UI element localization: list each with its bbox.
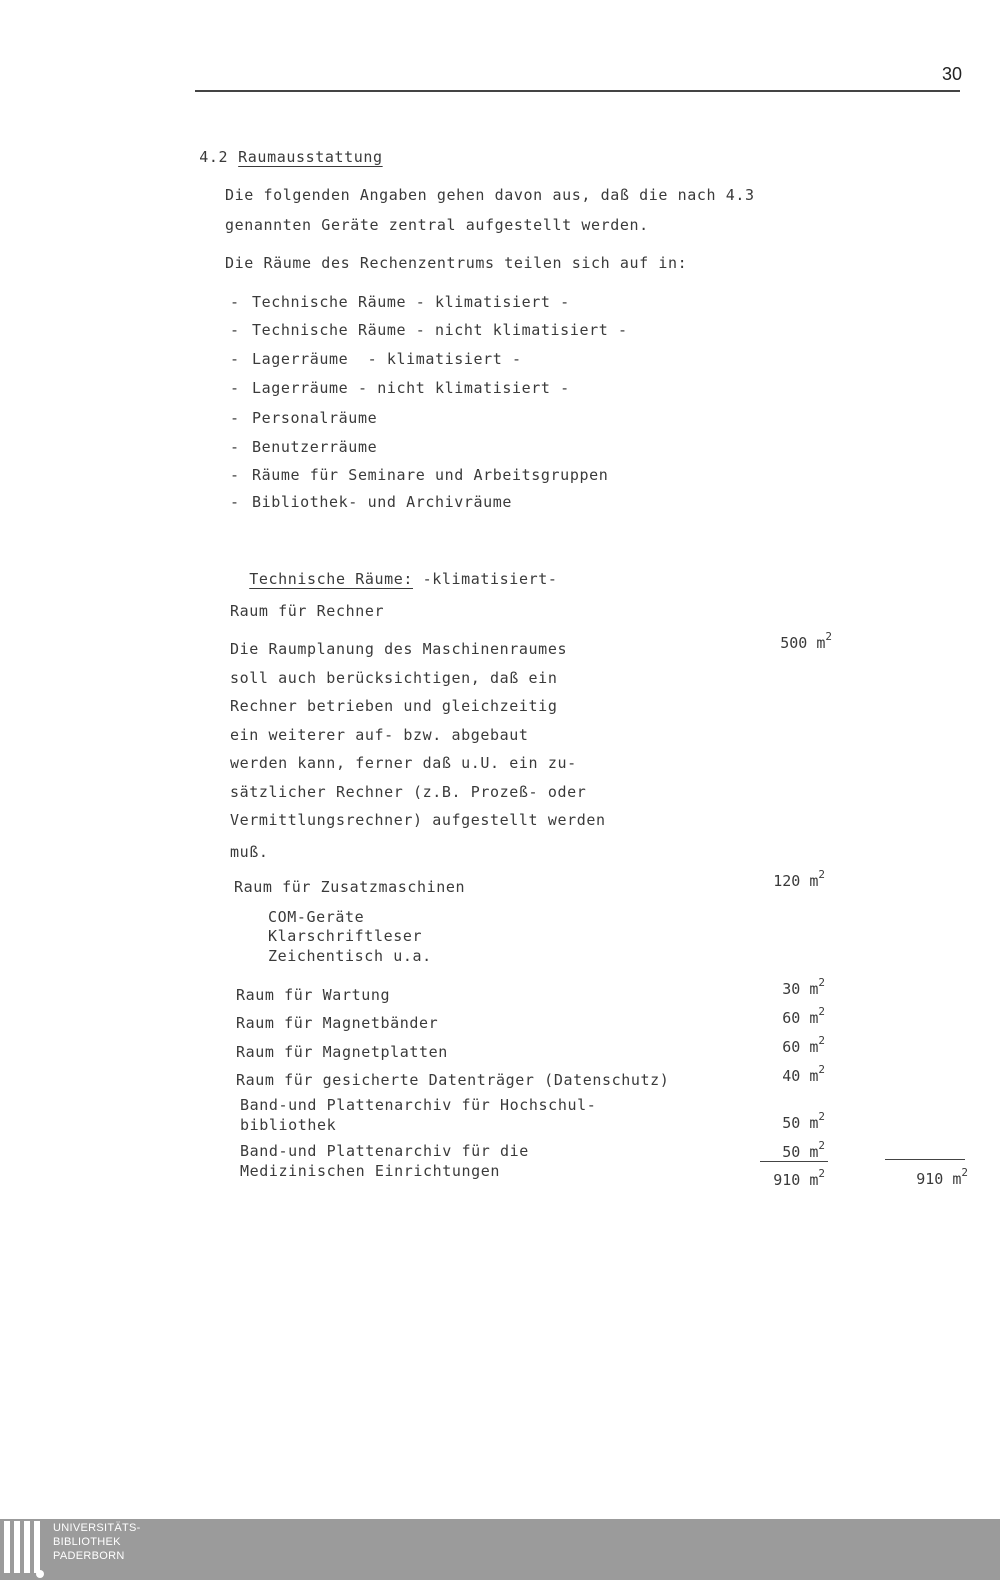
list-item-text: Bibliothek- und Archivräume [252, 493, 513, 511]
page-number: 30 [941, 64, 962, 84]
list-item-text: Benutzerräume [252, 438, 378, 456]
list-item-text: Personalräume [252, 409, 378, 427]
list-dash: - [230, 293, 240, 311]
list-item-text: Lagerräume - nicht klimatisiert - [252, 379, 570, 397]
room-label: Raum für Wartung [236, 986, 391, 1004]
unit-exponent: 2 [825, 630, 832, 643]
list-dash: - [230, 409, 240, 427]
unit-exponent: 2 [818, 1063, 825, 1076]
unit-exponent: 2 [818, 1139, 825, 1152]
library-name: UNIVERSITÄTS- BIBLIOTHEK PADERBORN [53, 1522, 141, 1562]
subtotal-rule [760, 1161, 828, 1162]
description-line: werden kann, ferner daß u.U. ein zu- [230, 754, 577, 772]
room-label: bibliothek [240, 1116, 337, 1134]
description-line: Vermittlungsrechner) aufgestellt werden [230, 811, 606, 829]
room-area: 30 $m^2$ [782, 976, 825, 998]
room-area: 60 $m^2$ [782, 1005, 825, 1027]
aux-room-area: 120 $m^2$ [773, 868, 825, 890]
subsection-label: Technische Räume: [249, 570, 413, 588]
subsection-qualifier: -klimatisiert- [413, 570, 558, 588]
list-dash: - [230, 438, 240, 456]
list-item [230, 379, 790, 401]
room-area: 50 $m^2$ [782, 1110, 825, 1132]
description-line: Die Raumplanung des Maschinenraumes [230, 640, 568, 658]
list-dash: - [230, 466, 240, 484]
list-item-text: Technische Räume - nicht klimatisiert - [252, 321, 628, 339]
description-line: ein weiterer auf- bzw. abgebaut [230, 726, 529, 744]
list-item [230, 350, 790, 372]
room-label: Band-und Plattenarchiv für die [240, 1142, 529, 1160]
description-line: soll auch berücksichtigen, daß ein [230, 669, 558, 687]
library-logo-dot [36, 1570, 44, 1578]
room-area: 50 $m^2$ [782, 1139, 825, 1161]
equipment-item: Zeichentisch u.a. [268, 947, 432, 965]
list-dash: - [230, 493, 240, 511]
list-dash: - [230, 379, 240, 397]
unit-exponent: 2 [818, 1034, 825, 1047]
unit-exponent: 2 [818, 1110, 825, 1123]
list-item-text: Lagerräume - klimatisiert - [252, 350, 522, 368]
list-item [230, 466, 790, 488]
unit-exponent: 2 [818, 1005, 825, 1018]
list-dash: - [230, 350, 240, 368]
total-rule [885, 1159, 965, 1160]
intro-line-1: Die folgenden Angaben gehen davon aus, daß die nach 4.3 [225, 186, 755, 204]
section-number: 4.2 [199, 148, 229, 166]
section-heading [180, 130, 383, 166]
room-label: Medizinischen Einrichtungen [240, 1162, 501, 1180]
room-label: Raum für Magnetplatten [236, 1043, 448, 1061]
list-item [230, 493, 790, 515]
room-label: Band-und Plattenarchiv für Hochschul- [240, 1096, 597, 1114]
list-item [230, 321, 790, 343]
total: 910 $m^2$ [916, 1166, 968, 1188]
computer-room-title: Raum für Rechner [230, 602, 385, 620]
room-area: 40 $m^2$ [782, 1063, 825, 1085]
equipment-item: COM-Geräte [268, 908, 365, 926]
unit-exponent: 2 [818, 868, 825, 881]
aux-room-title: Raum für Zusatzmaschinen [234, 878, 466, 896]
computer-room-area: 500 $m^2$ [780, 630, 832, 652]
subsection-heading [230, 552, 557, 588]
intro-line-3: Die Räume des Rechenzentrums teilen sich auf in: [225, 254, 688, 272]
description-line: sätzlicher Rechner (z.B. Prozeß- oder [230, 783, 587, 801]
room-label: Raum für gesicherte Datenträger (Datenschutz) [236, 1071, 670, 1089]
unit-exponent: 2 [961, 1166, 968, 1179]
subtotal: 910 $m^2$ [773, 1167, 825, 1189]
equipment-item: Klarschriftleser [268, 927, 423, 945]
unit-exponent: 2 [818, 1167, 825, 1180]
intro-line-2: genannten Geräte zentral aufgestellt werden. [225, 216, 649, 234]
list-dash: - [230, 321, 240, 339]
unit-exponent: 2 [818, 976, 825, 989]
section-title: Raumausstattung [238, 148, 383, 166]
library-footer [0, 1519, 1000, 1580]
list-item [230, 409, 790, 431]
room-area: 60 $m^2$ [782, 1034, 825, 1056]
description-line: Rechner betrieben und gleichzeitig [230, 697, 558, 715]
list-item [230, 438, 790, 460]
list-item [230, 293, 790, 315]
room-label: Raum für Magnetbänder [236, 1014, 439, 1032]
list-item-text: Technische Räume - klimatisiert - [252, 293, 570, 311]
description-line: muß. [230, 843, 269, 861]
header-rule [195, 90, 960, 92]
list-item-text: Räume für Seminare und Arbeitsgruppen [252, 466, 609, 484]
